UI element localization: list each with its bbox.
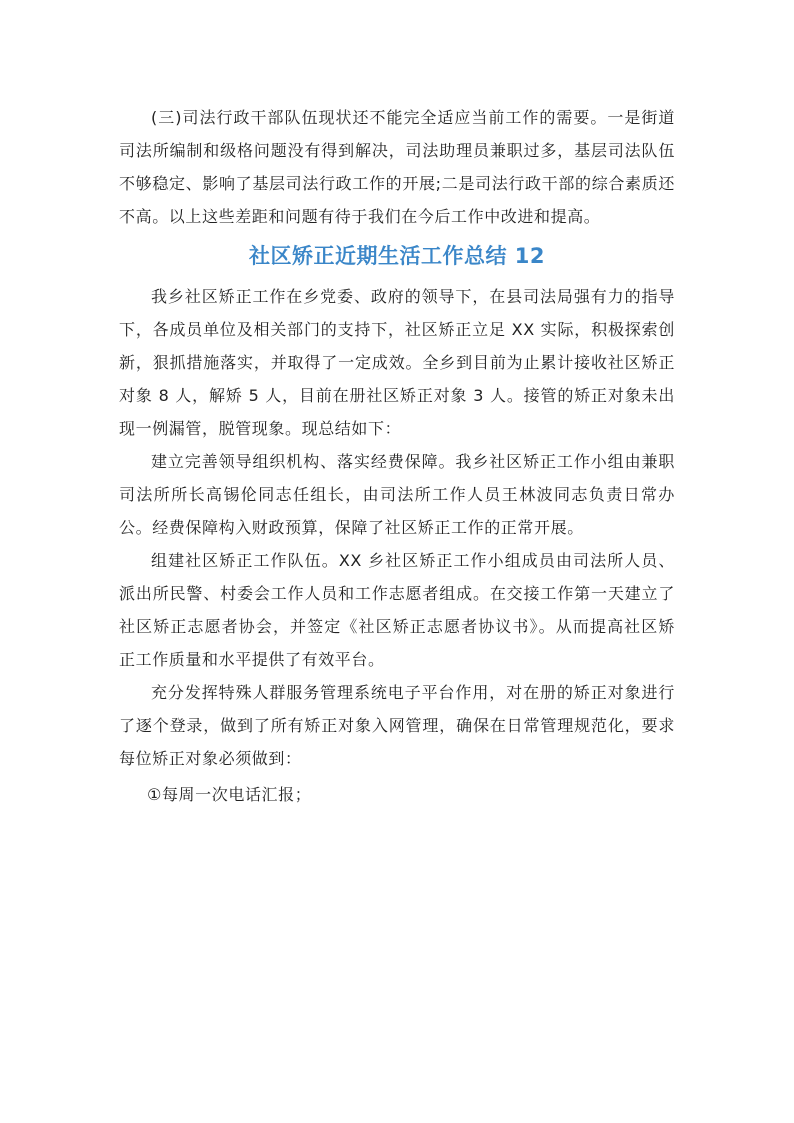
section-title: 社区矫正近期生活工作总结 12: [248, 244, 546, 268]
paragraph-platform: 充分发挥特殊人群服务管理系统电子平台作用，对在册的矫正对象进行了逐个登录，做到了所有矫正对象入网管理，确保在日常管理规范化，要求每位矫正对象必须做到：: [119, 683, 675, 768]
paragraph-judicial-staff: (三)司法行政干部队伍现状还不能完全适应当前工作的需要。一是街道司法所编制和级格问题没有得到解决，司法助理员兼职过多，基层司法队伍不够稳定、影响了基层司法行政工作的开展;二是司法行政干部的综合素质还不高。以上这些差距和问题有待于我们在今后工作中改进和提高。: [119, 108, 675, 226]
paragraph-intro: 我乡社区矫正工作在乡党委、政府的领导下，在县司法局强有力的指导下，各成员单位及相关部门的支持下，社区矫正立足 XX 实际，积极探索创新，狠抓措施落实，并取得了一定成效。全乡到目前为止累计接收社区矫正对象 8 人，解矫 5 人，目前在册社区矫正对象 3 人。接管的矫正对象未出现一例漏管，脱管现象。现总结如下：: [119, 287, 675, 438]
paragraph-leadership: 建立完善领导组织机构、落实经费保障。我乡社区矫正工作小组由兼职司法所所长高锡伦同志任组长，由司法所工作人员王林波同志负责日常办公。经费保障构入财政预算，保障了社区矫正工作的正常开展。: [119, 452, 675, 537]
document-body: [119, 101, 675, 812]
paragraph-team: 组建社区矫正工作队伍。XX 乡社区矫正工作小组成员由司法所人员、派出所民警、村委会工作人员和工作志愿者组成。在交接工作第一天建立了社区矫正志愿者协会，并签定《社区矫正志愿者协议书》。从而提高社区矫正工作质量和水平提供了有效平台。: [119, 551, 675, 669]
list-item-weekly-call: ①每周一次电话汇报；: [147, 785, 312, 804]
